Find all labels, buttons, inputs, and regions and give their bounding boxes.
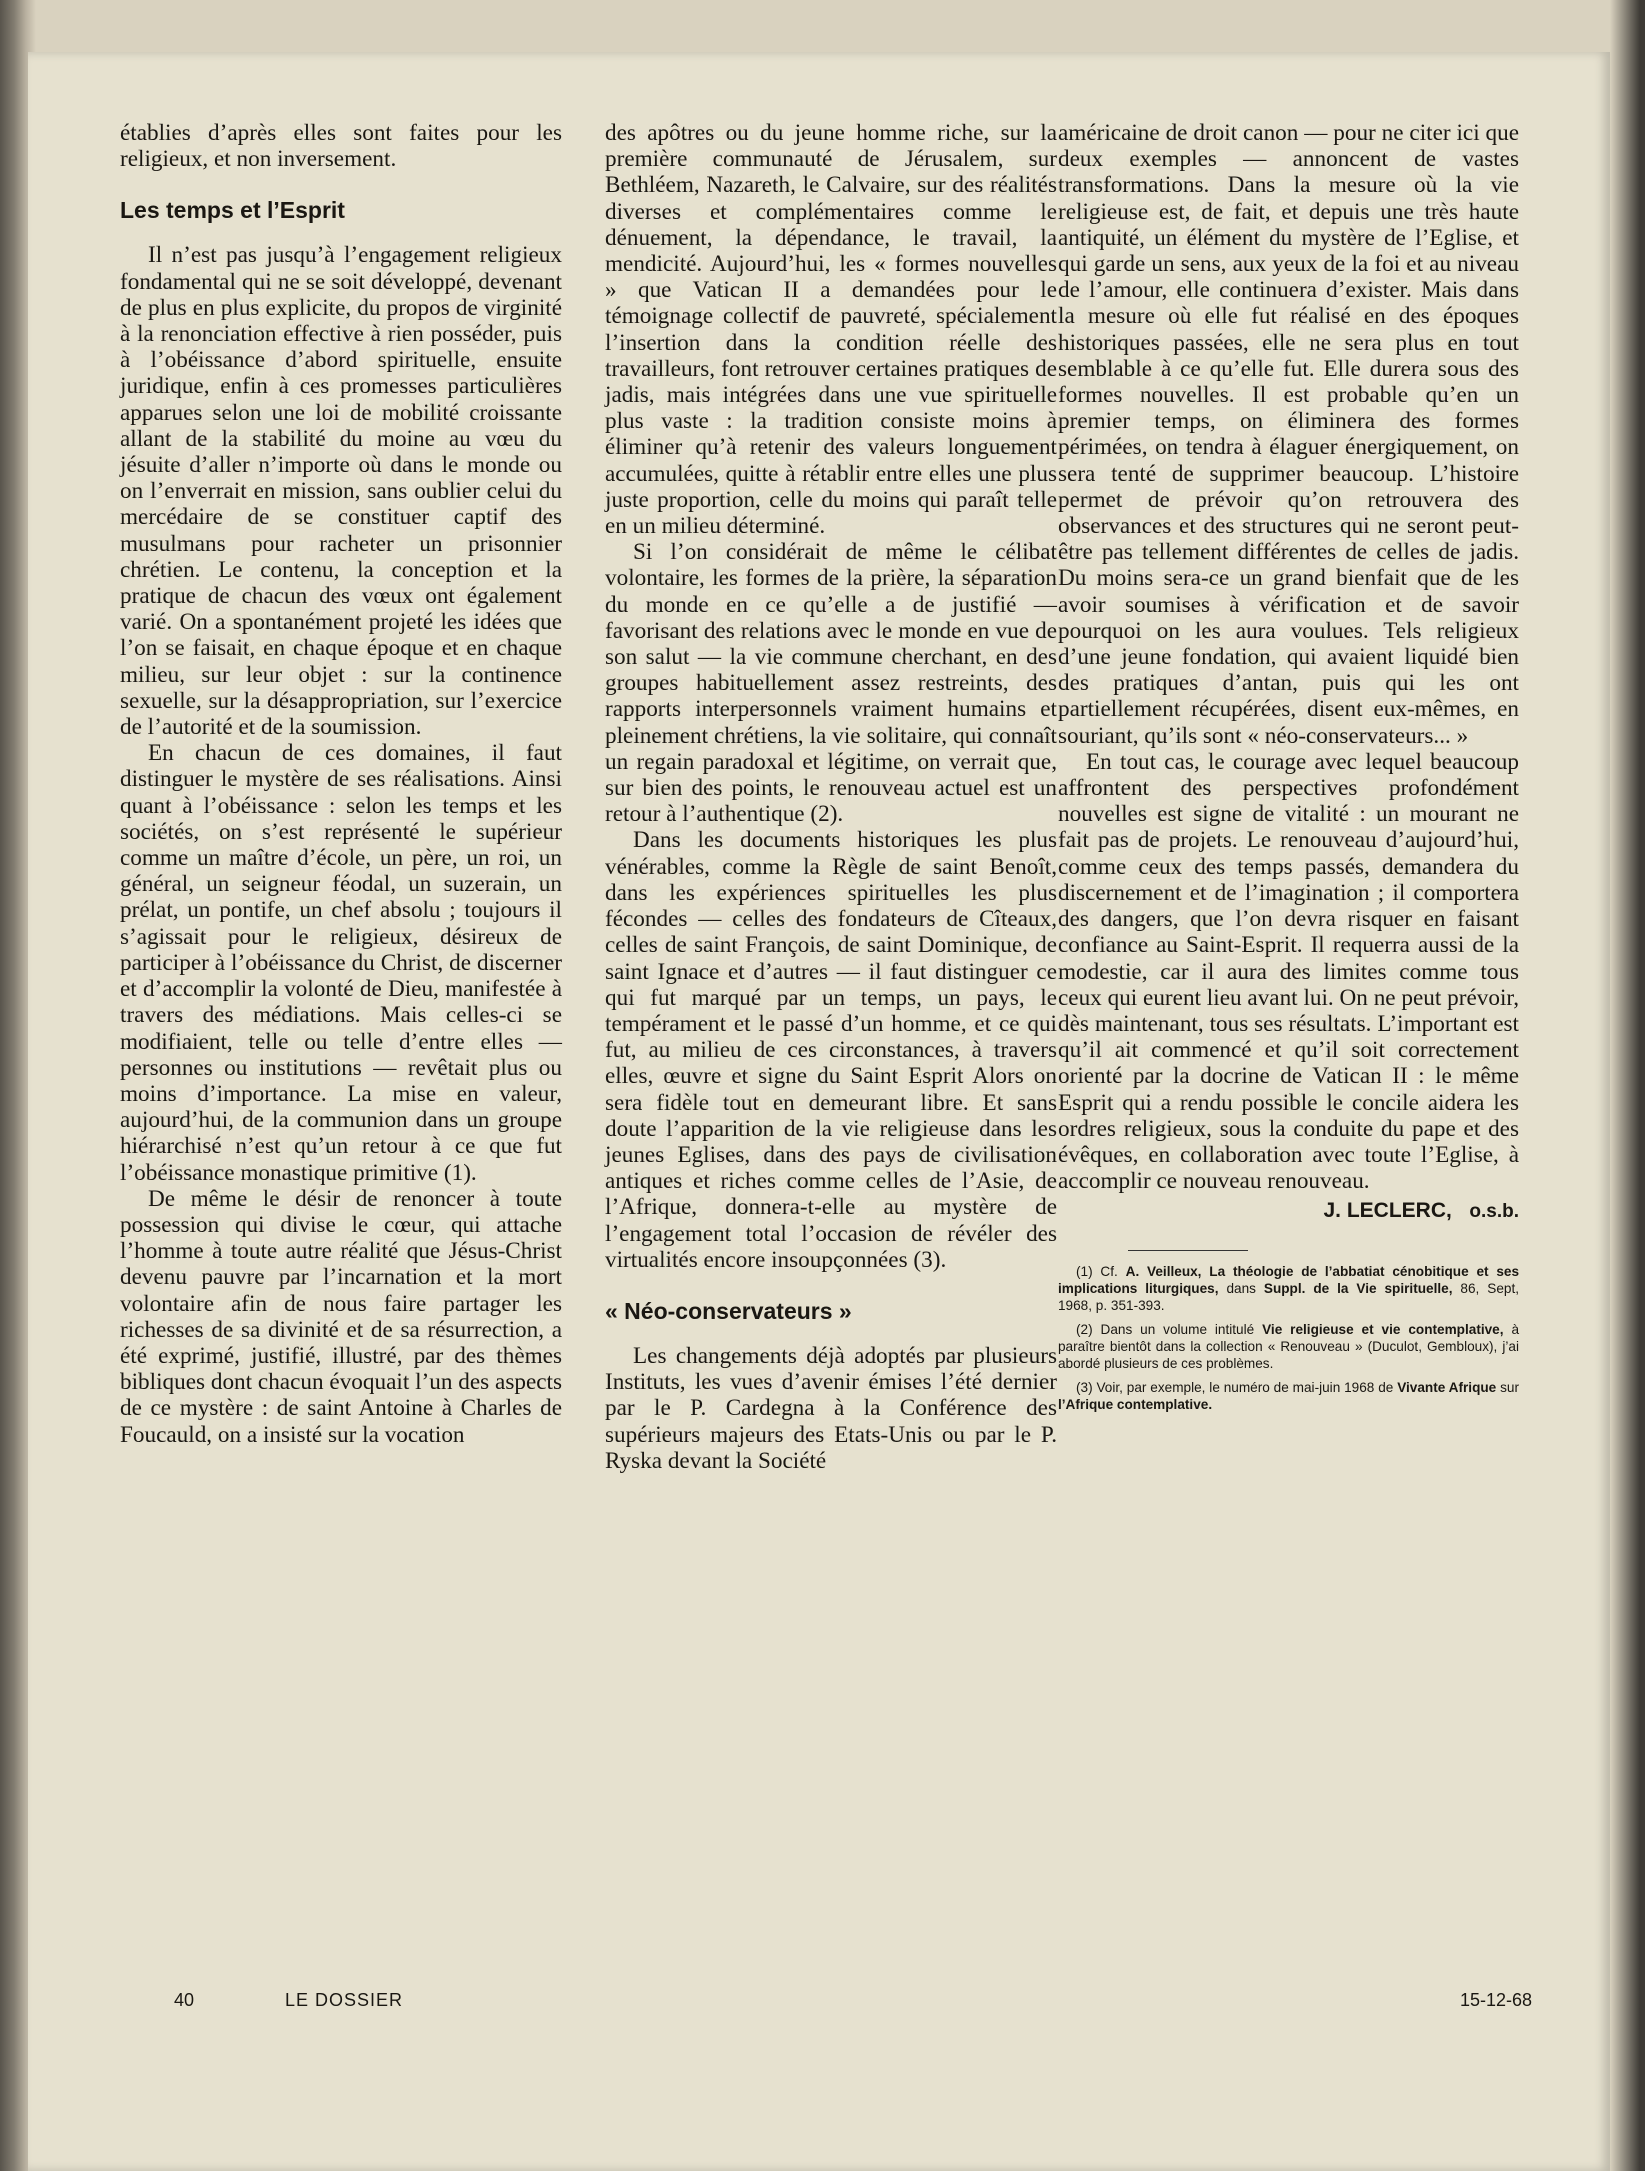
section-heading: « Néo-conservateurs » [605,1297,852,1324]
footnote-text: dans [1226,1280,1256,1296]
footnote-divider [1128,1250,1248,1251]
paragraph: Il n’est pas jusqu’à l’engagement religieux fondamental qui ne se soit développé, devenant de plus en plus explicite, du propos de virginité à la renonciation effective à rien posséder, puis à l’obéissance d’abord spirituelle, ensuite juridique, enfin à ces promesses particulières apparues selon une loi de mobilité croissante allant de la stabilité du moine au vœu du jésuite d’aller n’importe où dans le monde ou on l’enverrait en mission, sans oublier celui du mercédaire de se constituer captif des musulmans pour racheter un prisonnier chrétien. Le contenu, la conception et la pratique de chacun des vœux ont également varié. On a spontanément projeté les idées que l’on se faisait, en chaque époque et en chaque milieu, sur leur objet : sur la continence sexuelle, sur la désappropriation, sur l’exercice de l’autorité et de la soumission. [120,242,562,741]
footnote-text: (2) Dans un volume intitulé [1076,1321,1255,1337]
footnote-text: (1) Cf. [1076,1263,1118,1279]
paragraph: En tout cas, le courage avec lequel beaucoup affrontent des perspectives profondément nouvelles est signe de vitalité : un mourant ne fait pas de projets. Le renouveau d’aujourd’hui, comme ceux des temps passés, demandera du discernement et de l’imagination ; il comportera des dangers, que l’on devra risquer en faisant confiance au Saint-Esprit. Il requerra aussi de la modestie, car il aura des limites comme tous ceux qui eurent lieu avant lui. On ne peut prévoir, dès maintenant, tous ses résultats. L’important est qu’il ait commencé et qu’il soit correctement orienté par la docrine de Vatican II : le même Esprit qui a rendu possible le concile aidera les ordres religieux, sous la conduite du pape et des évêques, en collaboration avec toute l’Eglise, à accomplir ce nouveau renouveau. [1058,748,1519,1195]
column-3 [1058,120,1519,1420]
binding-shadow [1610,0,1645,2171]
paragraph: De même le désir de renoncer à toute possession qui divise le cœur, qui attache l’homme à toute autre réalité que Jésus-Christ devenu pauvre par l’incarnation et la mort volontaire afin de nous faire partager les richesses de sa divinité et de sa résurrection, a été exprimé, justifié, illustré, par des thèmes bibliques dont chacun évoquait l’un des aspects de ce mystère : de saint Antoine à Charles de Foucauld, on a insisté sur la vocation [120,1185,562,1448]
author-name: J. LECLERC, [1323,1199,1452,1223]
footnote [1058,1321,1519,1372]
footnote-text: (3) Voir, par exemple, le numéro de mai-juin 1968 de [1076,1379,1394,1395]
footnotes [1058,1263,1519,1413]
column-2 [605,120,1057,1474]
page-number: 40 [174,1990,195,2010]
column-1 [120,120,562,1448]
footnote-source: l’Afrique contemplative. [1058,1396,1213,1412]
section-heading: Les temps et l’Esprit [120,197,345,224]
footnote-title: Vie religieuse et vie contemplative, [1262,1321,1504,1337]
footnote [1058,1263,1519,1314]
issue-date: 15-12-68 [1460,1990,1533,2010]
paragraph: américaine de droit canon — pour ne citer ici que deux exemples — annoncent de vastes transformations. Dans la mesure où la vie religieuse est, de fait, et depuis une très haute antiquité, un élément du mystère de l’Eglise, et qui garde un sens, aux yeux de la foi et au niveau de l’amour, elle continuera d’exister. Mais dans la mesure où elle fut réalisé en des époques historiques passées, elle ne sera plus en tout semblable à ce qu’elle fut. Elle durera sous des formes nouvelles. Il est probable qu’en un premier temps, on éliminera des formes périmées, on tendra à élaguer énergiquement, on sera tenté de supprimer beaucoup. L’histoire permet de prévoir qu’on retrouvera des observances et des structures qui ne seront peut-être pas tellement différentes de celles de jadis. Du moins sera-ce un grand bienfait que de les avoir soumises à vérification et de savoir pourquoi on les aura voulues. Tels religieux d’une jeune fondation, qui avaient liquidé bien des pratiques d’antan, puis qui les ont partiellement récupérées, disent eux-mêmes, en souriant, qu’ils sont « néo-conservateurs... » [1058,120,1519,749]
paragraph: des apôtres ou du jeune homme riche, sur la première communauté de Jérusalem, sur Bethléem, Nazareth, le Calvaire, sur des réalités diverses et complémentaires comme le dénuement, la dépendance, le travail, la mendicité. Aujourd’hui, les « formes nouvelles » que Vatican II a demandées pour le témoignage collectif de pauvreté, spécialement l’insertion dans la condition réelle des travailleurs, font retrouver certaines pratiques de jadis, mais intégrées dans une vue spirituelle plus vaste : la tradition consiste moins à éliminer qu’à retenir des valeurs longuement accumulées, quitte à rétablir entre elles une plus juste proportion, celle du moins qui paraît telle en un milieu déterminé. [605,120,1057,540]
footnote-text: 86, Sept, 1968, p. 351-393. [1058,1280,1519,1313]
paragraph: Dans les documents historiques les plus vénérables, comme la Règle de saint Benoît, dans les expériences spirituelles les plus fécondes — celles des fondateurs de Cîteaux, celles de saint François, de saint Dominique, de saint Ignace et d’autres — il faut distinguer ce qui fut marqué par un temps, un pays, le tempérament et le passé d’un homme, et ce qui fut, au milieu de ces circonstances, à travers elles, œuvre et signe du Saint Esprit Alors on sera fidèle tout en demeurant libre. Et sans doute l’apparition de la vie religieuse dans les jeunes Eglises, dans des pays de civilisation antiques et riches comme celles de l’Asie, de l’Afrique, donnera-t-elle au mystère de l’engagement total l’occasion de révéler des virtualités encore insoupçonnées (3). [605,827,1057,1273]
footnote-text: sur [1500,1379,1519,1395]
footnote-text: à paraître bientôt dans la collection « Renouveau » (Duculot, Gembloux), j’ai abordé plusieurs de ces problèmes. [1058,1321,1519,1371]
footnote-title: La théologie de l’abbatiat cénobitique et ses implications liturgiques, [1058,1263,1520,1296]
paragraph: établies d’après elles sont faites pour les religieux, et non inversement. [120,120,562,173]
author-signature [1058,1198,1519,1225]
footnote [1058,1379,1519,1413]
paragraph: Si l’on considérait de même le célibat volontaire, les formes de la prière, la séparation du monde en ce qu’elle a de justifié — favorisant des relations avec le monde en vue de son salut — la vie commune cherchant, en des groupes habituellement assez restreints, des rapports interpersonnels vraiment humains et pleinement chrétiens, la vie solitaire, qui connaît un regain paradoxal et légitime, on verrait que, sur bien des points, le renouveau actuel est un retour à l’authentique (2). [605,539,1057,828]
paragraph: Les changements déjà adoptés par plusieurs Instituts, les vues d’avenir émises l’été dernier par le P. Cardegna à la Conférence des supérieurs majeurs des Etats-Unis ou par le P. Ryska devant la Société [605,1342,1057,1474]
footnote-title: Vivante Afrique [1397,1379,1497,1395]
footnote-author: A. Veilleux, [1125,1263,1202,1279]
running-title: LE DOSSIER [285,1990,404,2010]
footnote-source: Suppl. de la Vie spirituelle, [1263,1280,1453,1296]
paragraph: En chacun de ces domaines, il faut distinguer le mystère de ses réalisations. Ainsi quant à l’obéissance : selon les temps et les sociétés, on s’est représenté le supérieur comme un maître d’école, un père, un roi, un général, un seigneur féodal, un suzerain, un prélat, un pontife, un chef absolu ; toujours il s’agissait pour le religieux, désireux de participer à l’obéissance du Christ, de discerner et d’accomplir la volonté de Dieu, manifestée à travers des médiations. Mais celles-ci se modifiaient, telle ou telle d’entre elles — personnes ou institutions — revêtait plus ou moins d’importance. La mise en valeur, aujourd’hui, de la communion dans un groupe hiérarchisé n’est qu’un retour à ce que fut l’obéissance monastique primitive (1). [120,740,562,1186]
author-order: o.s.b. [1469,1201,1519,1223]
